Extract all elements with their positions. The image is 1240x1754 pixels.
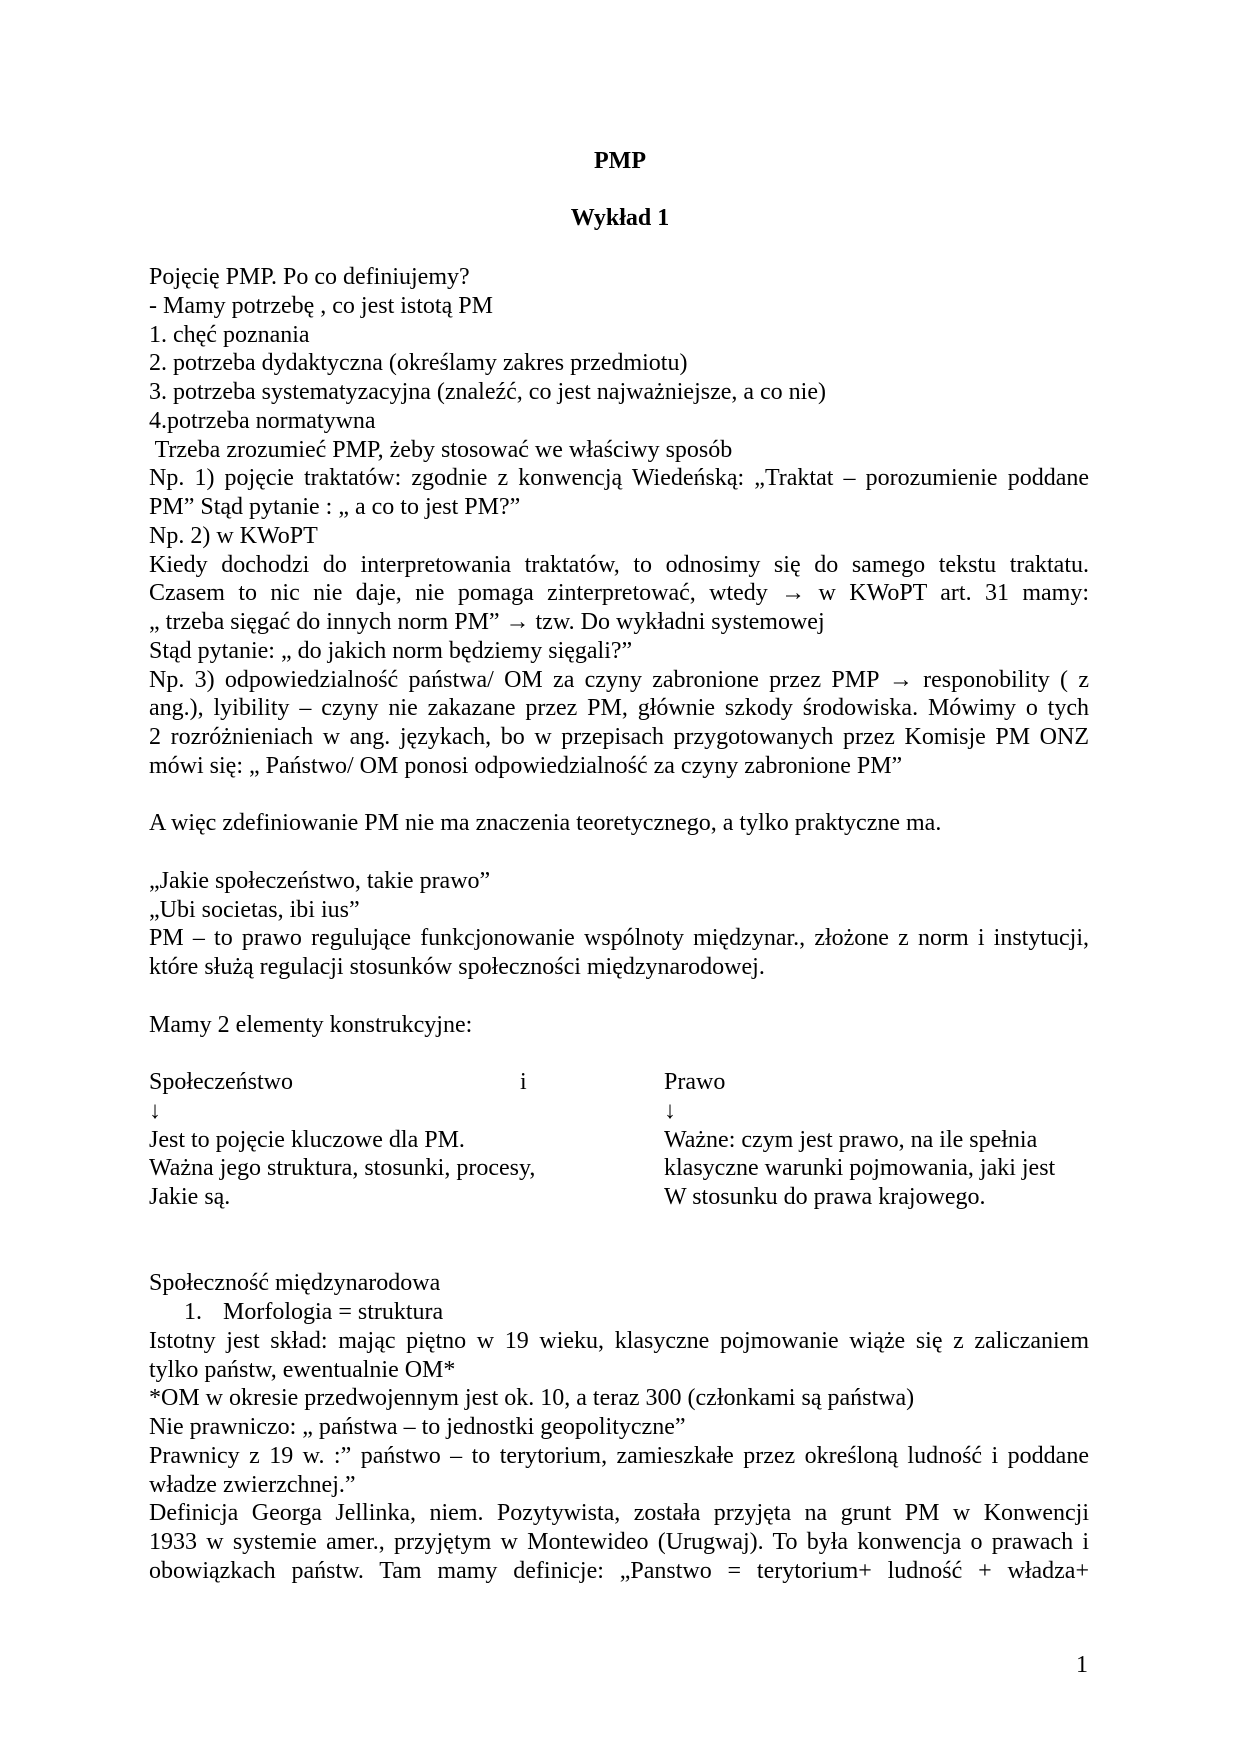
left-column-line: Jest to pojęcie kluczowe dla PM. — [149, 1126, 465, 1153]
text-line: 2. potrzeba dydaktyczna (określamy zakres przedmiotu) — [149, 350, 688, 377]
left-column-line: Jakie są. — [149, 1184, 231, 1210]
text-line: ang.), lyibility – czyny nie zakazane przez PM, głównie szkody środowiska. Mówimy o tych — [149, 695, 1089, 722]
blank-line — [149, 1241, 1089, 1270]
definition-line: PM – to prawo regulujące funkcjonowanie wspólnoty międzynar., złożone z norm i instytucji, — [149, 925, 1089, 952]
text-line: - Mamy potrzebę , co jest istotą PM — [149, 292, 493, 319]
columns-row — [149, 1154, 1089, 1183]
right-column-heading: Prawo — [664, 1069, 726, 1095]
text-line: władze zwierzchnej.” — [149, 1471, 356, 1498]
document-title: PMP — [594, 148, 646, 174]
blank-line — [149, 982, 1089, 1011]
right-column-line: Ważne: czym jest prawo, na ile spełnia — [664, 1126, 1038, 1153]
item-number: 1. — [184, 1299, 202, 1325]
left-column-heading: Społeczeństwo — [149, 1069, 293, 1095]
quote-line: „Jakie społeczeństwo, takie prawo” — [149, 867, 491, 894]
text-line: Istotny jest skład: mając piętno w 19 wieku, klasyczne pojmowanie wiąże się z zaliczaniem — [149, 1327, 1089, 1354]
text-line: Np. 2) w KWoPT — [149, 522, 318, 549]
numbered-item — [149, 1298, 1089, 1327]
lecture-title: Wykład 1 — [570, 205, 670, 231]
blank-line — [149, 838, 1089, 867]
arrow-row — [149, 1097, 1089, 1126]
item-text: Morfologia = struktura — [223, 1299, 444, 1325]
text-line: Pojęcię PMP. Po co definiujemy? — [149, 264, 470, 290]
text-line: 1. chęć poznania — [149, 321, 310, 348]
text-line: 1933 w systemie amer., przyjętym w Montewideo (Urugwaj). To była konwencja o prawach i — [149, 1529, 1089, 1556]
text-line: Np. 3) odpowiedzialność państwa/ OM za czyny zabronione przez PMP → responobility ( z — [149, 666, 1089, 693]
text-line: Prawnicy z 19 w. :” państwo – to terytorium, zamieszkałe przez określoną ludność i poddane — [149, 1442, 1089, 1469]
text-line: 3. potrzeba systematyzacyjna (znaleźć, co jest najważniejsze, a co nie) — [149, 379, 826, 405]
columns-row — [149, 1126, 1089, 1155]
text-line: Kiedy dochodzi do interpretowania traktatów, to odnosimy się do samego tekstu traktatu. — [149, 551, 1089, 578]
columns-row — [149, 1183, 1089, 1212]
blank-line — [149, 781, 1089, 810]
page-number: 1 — [1076, 1652, 1088, 1678]
text-line: 2 rozróżnieniach w ang. językach, bo w przepisach przygotowanych przez Komisje PM ONZ — [149, 724, 1089, 750]
text-line: Stąd pytanie: „ do jakich norm będziemy sięgali?” — [149, 637, 633, 664]
text-line: Czasem to nic nie daje, nie pomaga zinterpretować, wtedy → w KWoPT art. 31 mamy: — [149, 580, 1089, 607]
section-heading: Społeczność międzynarodowa — [149, 1270, 441, 1297]
down-arrow-icon: ↓ — [149, 1097, 161, 1124]
columns-heading-row — [149, 1068, 1089, 1097]
text-line: Nie prawniczo: „ państwa – to jednostki geopolityczne” — [149, 1414, 686, 1441]
text-line: obowiązkach państw. Tam mamy definicje: „Panstwo = terytorium+ ludność + władza+ — [149, 1557, 1089, 1584]
right-column-line: W stosunku do prawa krajowego. — [664, 1184, 986, 1210]
blank-line — [149, 1039, 1089, 1068]
text-line: 4.potrzeba normatywna — [149, 407, 376, 434]
text-line: mówi się: „ Państwo/ OM ponosi odpowiedzialność za czyny zabronione PM” — [149, 752, 903, 779]
text-line: PM” Stąd pytanie : „ a co to jest PM?” — [149, 494, 521, 520]
conjunction: i — [520, 1069, 527, 1095]
definition-line: które służą regulacji stosunków społeczności międzynarodowej. — [149, 954, 765, 980]
text-line: tylko państw, ewentualnie OM* — [149, 1356, 456, 1383]
text-line: Definicja Georga Jellinka, niem. Pozytywista, została przyjęta na grunt PM w Konwencji — [149, 1500, 1089, 1527]
text-line: „ trzeba sięgać do innych norm PM” → tzw. Do wykładni systemowej — [149, 609, 825, 635]
left-column-line: Ważna jego struktura, stosunki, procesy, — [149, 1155, 536, 1182]
blank-line — [149, 1212, 1089, 1241]
right-column-line: klasyczne warunki pojmowania, jaki jest — [664, 1155, 1056, 1182]
document-body — [149, 263, 1089, 1586]
text-line: A więc zdefiniowanie PM nie ma znaczenia teoretycznego, a tylko praktyczne ma. — [149, 810, 942, 837]
text-line: Np. 1) pojęcie traktatów: zgodnie z konwencją Wiedeńską: „Traktat – porozumienie poddane — [149, 465, 1089, 492]
down-arrow-icon: ↓ — [664, 1097, 676, 1124]
text-line: Trzeba zrozumieć PMP, żeby stosować we właściwy sposób — [149, 436, 733, 463]
text-line: Mamy 2 elementy konstrukcyjne: — [149, 1011, 473, 1038]
quote-line: „Ubi societas, ibi ius” — [149, 896, 360, 923]
footnote-line: *OM w okresie przedwojennym jest ok. 10, a teraz 300 (członkami są państwa) — [149, 1385, 915, 1412]
